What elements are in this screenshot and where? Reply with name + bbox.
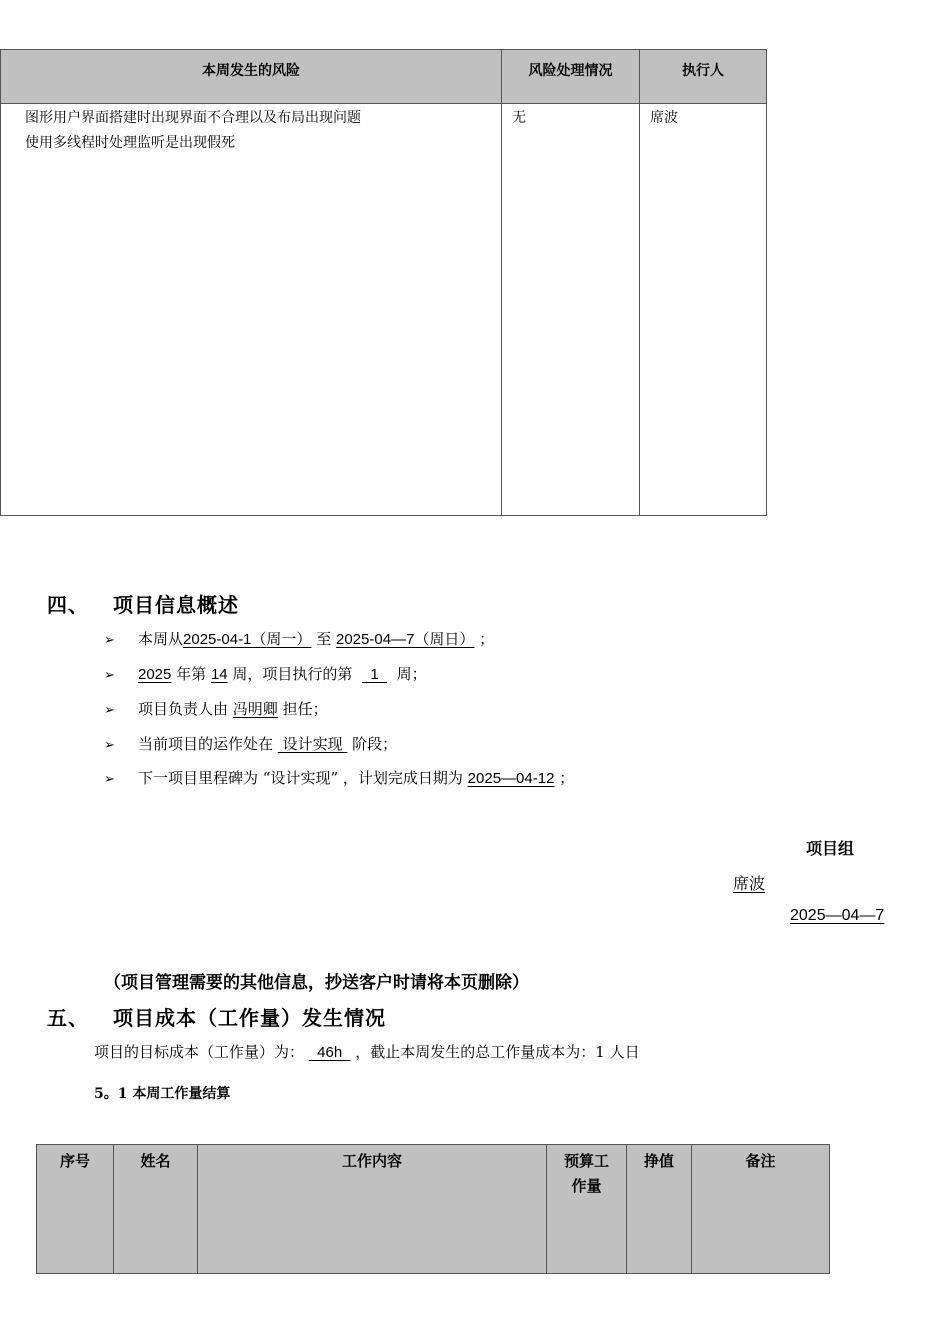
section5-title: 项目成本（工作量）发生情况 — [113, 1006, 386, 1030]
bullet-milestone — [104, 767, 574, 788]
section5-number: 五、 — [47, 1006, 89, 1030]
signature-date: 2025—04—7 — [790, 907, 885, 924]
text: ； — [479, 630, 495, 648]
handling-header: 风险处理情况 — [502, 50, 640, 104]
section4-heading — [47, 589, 239, 618]
section4-number: 四、 — [47, 593, 89, 617]
col-header-earned: 挣值 — [627, 1145, 692, 1274]
bullet-leader — [104, 698, 328, 719]
text: 年第 — [176, 665, 207, 683]
project-week — [362, 666, 387, 683]
arrow-bullet-icon: ➢ — [104, 738, 115, 753]
arrow-bullet-icon: ➢ — [104, 703, 115, 718]
text: 当前项目的运作处在 — [138, 735, 274, 753]
col-header-index: 序号 — [37, 1145, 114, 1274]
text: 至 — [316, 630, 332, 648]
bullet-stage — [104, 733, 397, 754]
note-text: （项目管理需要的其他信息，抄送客户时请将本页删除） — [104, 973, 529, 993]
text: 项目的目标成本（工作量）为： — [94, 1043, 305, 1061]
section4-title: 项目信息概述 — [113, 593, 239, 617]
milestone-date: 2025—04-12 — [467, 770, 555, 787]
project-stage-value: 设计实现 — [282, 735, 343, 753]
project-week-value: 1 — [370, 666, 379, 683]
target-cost-value: 46h — [317, 1044, 343, 1061]
col-header-budget: 预算工作量 — [547, 1145, 627, 1274]
risk-item: 图形用户界面搭建时出现界面不合理以及布局出现问题 — [25, 110, 361, 126]
project-stage — [278, 735, 348, 753]
text: 项目负责人由 — [138, 700, 229, 718]
risk-table — [0, 49, 767, 516]
subheading-5-1: 5。1 本周工作量结算 — [94, 1086, 231, 1102]
arrow-bullet-icon: ➢ — [104, 772, 115, 787]
risk-header: 本周发生的风险 — [1, 50, 502, 104]
executor-cell: 席波 — [650, 110, 678, 126]
end-date: 2025-04—7（周日） — [335, 631, 475, 648]
col-header-content: 工作内容 — [198, 1145, 547, 1274]
bullet-week-number — [104, 663, 427, 684]
col-header-remark: 备注 — [692, 1145, 830, 1274]
arrow-bullet-icon: ➢ — [104, 668, 115, 683]
text: 周，项目执行的第 — [232, 665, 353, 683]
week-number: 14 — [210, 666, 228, 683]
risk-item: 使用多线程时处理监听是出现假死 — [25, 135, 235, 151]
target-cost — [309, 1044, 351, 1061]
year: 2025 — [138, 666, 172, 683]
cost-table — [36, 1144, 830, 1274]
handling-cell: 无 — [512, 110, 526, 126]
text: 阶段； — [352, 735, 398, 753]
col-header-name: 姓名 — [114, 1145, 198, 1274]
cost-line — [94, 1041, 640, 1062]
section5-heading — [47, 1002, 386, 1031]
project-leader: 冯明卿 — [232, 700, 278, 718]
arrow-bullet-icon: ➢ — [104, 633, 115, 648]
text: ； — [559, 769, 575, 787]
signature-name: 席波 — [733, 874, 766, 893]
signature-group: 项目组 — [806, 839, 855, 858]
text: 下一项目里程碑为 “设计实现” ，计划完成日期为 — [138, 769, 463, 787]
bullet-week-range — [104, 628, 494, 649]
text: 周； — [396, 665, 427, 683]
executor-header: 执行人 — [640, 50, 767, 104]
text: 担任； — [282, 700, 328, 718]
start-date: 2025-04-1（周一） — [183, 631, 312, 648]
text: ，截止本周发生的总工作量成本为：1 人日 — [355, 1043, 640, 1061]
text: 本周从 — [138, 630, 184, 648]
